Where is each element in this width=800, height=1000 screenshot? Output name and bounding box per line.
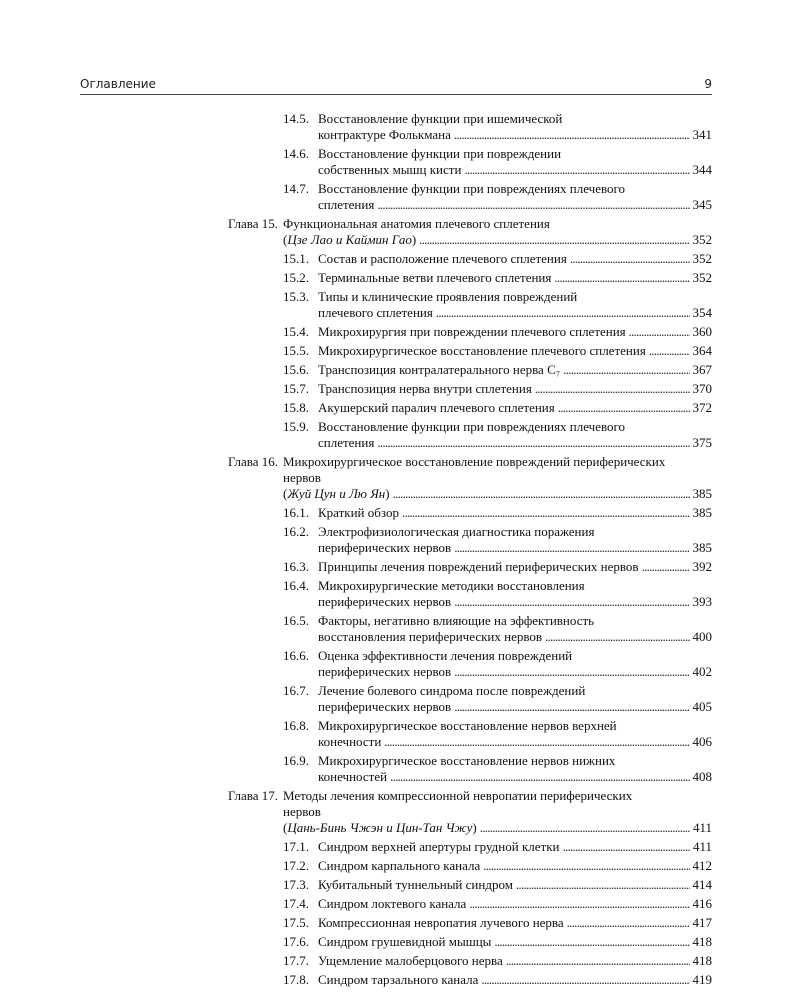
entry-body — [318, 953, 712, 969]
header-rule — [80, 94, 712, 95]
entry-body — [318, 972, 712, 988]
toc-entry[interactable] — [0, 400, 800, 416]
entry-leader-line — [318, 839, 712, 855]
entry-body — [318, 289, 712, 321]
authors-names: Цань-Бинь Чжэн и Цин-Тан Чжу — [287, 820, 473, 835]
page-ref[interactable]: 341 — [692, 127, 712, 142]
entry-body — [283, 454, 712, 502]
entry-title-line: Транспозиция контралатерального нерва C₇ — [318, 362, 561, 377]
entry-leader-line — [283, 820, 712, 836]
section-number: 16.8. — [283, 718, 309, 733]
dot-leader — [545, 629, 689, 645]
toc-entry[interactable] — [0, 181, 800, 213]
toc-entry[interactable] — [0, 324, 800, 340]
entry-leader-line — [318, 381, 712, 397]
section-number: 15.3. — [283, 289, 309, 304]
entry-title-line: Факторы, негативно влияющие на эффективность — [318, 613, 595, 628]
dot-leader — [554, 270, 689, 286]
entry-title-line: Синдром карпального канала — [318, 858, 481, 873]
dot-leader — [649, 343, 690, 359]
chapter-authors: (Жуй Цун и Лю Ян) — [283, 486, 390, 501]
entry-leader-line — [283, 486, 712, 502]
page-ref[interactable]: 375 — [692, 435, 712, 450]
toc-entry[interactable] — [0, 648, 800, 680]
page-ref[interactable]: 370 — [692, 381, 712, 396]
page-ref[interactable]: 345 — [692, 197, 712, 212]
toc-entry[interactable] — [0, 613, 800, 645]
entry-title-line: Восстановление функции при ишемической — [318, 111, 563, 126]
entry-title-line: Состав и расположение плечевого сплетения — [318, 251, 567, 266]
entry-title-line: Оценка эффективности лечения повреждений — [318, 648, 573, 663]
dot-leader — [563, 839, 690, 855]
toc-entry[interactable] — [0, 858, 800, 874]
section-number: 16.2. — [283, 524, 309, 539]
entry-title-line: нервов — [283, 804, 321, 819]
toc-entry[interactable] — [0, 915, 800, 931]
authors-names: Жуй Цун и Лю Ян — [287, 486, 386, 501]
entry-body — [318, 524, 712, 556]
entry-title-line: периферических нервов — [318, 664, 452, 679]
entry-body — [318, 324, 712, 340]
entry-title-line: Синдром локтевого канала — [318, 896, 467, 911]
dot-leader — [629, 324, 690, 340]
entry-leader-line — [318, 896, 712, 912]
section-number: 16.1. — [283, 505, 309, 520]
entry-title-line: периферических нервов — [318, 594, 452, 609]
toc-entry[interactable] — [0, 251, 800, 267]
entry-title-line: Ущемление малоберцового нерва — [318, 953, 503, 968]
entry-body — [318, 718, 712, 750]
entry-body — [318, 753, 712, 785]
entry-title-line: Лечение болевого синдрома после повреждений — [318, 683, 586, 698]
entry-title-line: Восстановление функции при повреждениях плечевого — [318, 181, 626, 196]
chapter-label: Глава 17. — [228, 788, 279, 803]
entry-leader-line — [318, 540, 712, 556]
dot-leader — [464, 162, 689, 178]
toc-entry[interactable] — [0, 289, 800, 321]
entry-title-line: сплетения — [318, 197, 375, 212]
dot-leader — [436, 305, 690, 321]
entry-title-line: конечности — [318, 734, 382, 749]
entry-leader-line — [318, 953, 712, 969]
entry-leader-line — [318, 629, 712, 645]
entry-leader-line — [318, 594, 712, 610]
section-number: 15.9. — [283, 419, 309, 434]
chapter-authors: (Цзе Лао и Каймин Гао) — [283, 232, 417, 247]
page-ref[interactable]: 393 — [692, 594, 712, 609]
entry-body — [318, 683, 712, 715]
section-number: 15.1. — [283, 251, 309, 266]
entry-title-line: Кубитальный туннельный синдром — [318, 877, 513, 892]
page-ref[interactable]: 414 — [692, 877, 712, 892]
page-ref[interactable]: 364 — [692, 343, 712, 358]
entry-leader-line — [318, 343, 712, 359]
entry-leader-line — [318, 972, 712, 988]
section-number: 16.3. — [283, 559, 309, 574]
entry-title-line: Микрохирургические методики восстановления — [318, 578, 585, 593]
page-ref[interactable]: 400 — [692, 629, 712, 644]
dot-leader — [454, 699, 689, 715]
dot-leader — [558, 400, 690, 416]
page-ref[interactable]: 419 — [692, 972, 712, 987]
section-number: 17.2. — [283, 858, 309, 873]
toc-entry[interactable] — [0, 270, 800, 286]
page-ref[interactable]: 352 — [692, 270, 712, 285]
entry-title-line: Восстановление функции при повреждениях плечевого — [318, 419, 626, 434]
entry-body — [318, 362, 712, 378]
page-ref[interactable]: 352 — [692, 251, 712, 266]
entry-title-line: Синдром верхней апертуры грудной клетки — [318, 839, 560, 854]
toc-chapter[interactable] — [0, 454, 800, 502]
dot-leader — [454, 664, 689, 680]
section-number: 16.9. — [283, 753, 309, 768]
toc-entry[interactable] — [0, 578, 800, 610]
entry-leader-line — [318, 664, 712, 680]
page-ref[interactable]: 416 — [692, 896, 712, 911]
entry-body — [318, 505, 712, 521]
dot-leader — [563, 362, 689, 378]
toc-entry[interactable] — [0, 953, 800, 969]
entry-title-line: Восстановление функции при повреждении — [318, 146, 562, 161]
page-ref[interactable]: 354 — [692, 305, 712, 320]
entry-title-line: Акушерский паралич плечевого сплетения — [318, 400, 555, 415]
page-ref[interactable]: 385 — [692, 540, 712, 555]
dot-leader — [567, 915, 690, 931]
entry-title-line: Функциональная анатомия плечевого сплетения — [283, 216, 550, 231]
entry-body — [318, 343, 712, 359]
entry-title-line: плечевого сплетения — [318, 305, 433, 320]
page-ref[interactable]: 402 — [692, 664, 712, 679]
entry-body — [283, 216, 712, 248]
entry-title-line: Типы и клинические проявления повреждений — [318, 289, 578, 304]
entry-body — [318, 934, 712, 950]
section-number: 17.3. — [283, 877, 309, 892]
page-ref[interactable]: 406 — [692, 734, 712, 749]
dot-leader — [390, 769, 689, 785]
entry-body — [318, 613, 712, 645]
section-number: 17.8. — [283, 972, 309, 987]
entry-body — [318, 858, 712, 874]
entry-body — [318, 419, 712, 451]
dot-leader — [483, 858, 689, 874]
entry-title-line: Терминальные ветви плечевого сплетения — [318, 270, 552, 285]
section-number: 16.5. — [283, 613, 309, 628]
entry-title-line: Микрохирургическое восстановление плечевого сплетения — [318, 343, 646, 358]
entry-title-line: Синдром тарзального канала — [318, 972, 479, 987]
entry-body — [318, 896, 712, 912]
entry-body — [318, 381, 712, 397]
running-header-title: Оглавление — [80, 77, 156, 91]
entry-title-line: Принципы лечения повреждений периферических нервов — [318, 559, 639, 574]
section-number: 15.8. — [283, 400, 309, 415]
toc-entry[interactable] — [0, 877, 800, 893]
dot-leader — [454, 127, 690, 143]
entry-leader-line — [283, 232, 712, 248]
page-ref[interactable]: 418 — [692, 953, 712, 968]
dot-leader — [377, 435, 689, 451]
entry-body — [318, 578, 712, 610]
dot-leader — [454, 540, 689, 556]
section-number: 17.6. — [283, 934, 309, 949]
section-number: 17.1. — [283, 839, 309, 854]
toc-entry[interactable] — [0, 896, 800, 912]
entry-leader-line — [318, 559, 712, 575]
entry-title-line: собственных мышц кисти — [318, 162, 462, 177]
dot-leader — [535, 381, 690, 397]
section-number: 16.7. — [283, 683, 309, 698]
dot-leader — [419, 232, 689, 248]
entry-body — [318, 559, 712, 575]
entry-title-line: Микрохирургия при повреждении плечевого сплетения — [318, 324, 626, 339]
chapter-label: Глава 15. — [228, 216, 279, 231]
page-ref[interactable]: 411 — [692, 839, 712, 854]
dot-leader — [481, 972, 689, 988]
page-ref[interactable]: 418 — [692, 934, 712, 949]
toc-entry[interactable] — [0, 343, 800, 359]
entry-leader-line — [318, 858, 712, 874]
dot-leader — [402, 505, 690, 521]
entry-body — [318, 839, 712, 855]
toc-entry[interactable] — [0, 753, 800, 785]
toc-entry[interactable] — [0, 934, 800, 950]
toc-entry[interactable] — [0, 524, 800, 556]
page-number: 9 — [704, 77, 712, 91]
entry-title-line: Краткий обзор — [318, 505, 399, 520]
dot-leader — [454, 594, 689, 610]
entry-leader-line — [318, 362, 712, 378]
dot-leader — [480, 820, 690, 836]
dot-leader — [384, 734, 689, 750]
entry-leader-line — [318, 734, 712, 750]
entry-title-line: Электрофизиологическая диагностика поражения — [318, 524, 595, 539]
chapter-authors: (Цань-Бинь Чжэн и Цин-Тан Чжу) — [283, 820, 477, 835]
page-ref[interactable]: 385 — [692, 505, 712, 520]
entry-title-line: Микрохирургическое восстановление повреждений периферических — [283, 454, 666, 469]
page-ref[interactable]: 412 — [692, 858, 712, 873]
section-number: 14.7. — [283, 181, 309, 196]
dot-leader — [516, 877, 690, 893]
entry-title-line: конечностей — [318, 769, 388, 784]
section-number: 17.5. — [283, 915, 309, 930]
dot-leader — [393, 486, 690, 502]
dot-leader — [469, 896, 689, 912]
page-ref[interactable]: 411 — [692, 820, 712, 835]
page-ref[interactable]: 408 — [692, 769, 712, 784]
page-ref[interactable]: 417 — [692, 915, 712, 930]
entry-leader-line — [318, 305, 712, 321]
toc-entry[interactable] — [0, 559, 800, 575]
toc-entry[interactable] — [0, 146, 800, 178]
entry-leader-line — [318, 127, 712, 143]
entry-body — [283, 788, 712, 836]
toc-entry[interactable] — [0, 972, 800, 988]
entry-body — [318, 146, 712, 178]
section-number: 14.5. — [283, 111, 309, 126]
toc-entry[interactable] — [0, 362, 800, 378]
section-number: 15.4. — [283, 324, 309, 339]
page-ref[interactable]: 405 — [692, 699, 712, 714]
entry-title-line: контрактуре Фолькмана — [318, 127, 451, 142]
entry-title-line: Компрессионная невропатия лучевого нерва — [318, 915, 564, 930]
entry-body — [318, 251, 712, 267]
entry-title-line: периферических нервов — [318, 699, 452, 714]
entry-leader-line — [318, 877, 712, 893]
entry-leader-line — [318, 270, 712, 286]
section-number: 14.6. — [283, 146, 309, 161]
section-number: 15.7. — [283, 381, 309, 396]
section-number: 16.4. — [283, 578, 309, 593]
toc-chapter[interactable] — [0, 788, 800, 836]
page-ref[interactable]: 367 — [692, 362, 712, 377]
toc-entry[interactable] — [0, 419, 800, 451]
dot-leader — [570, 251, 690, 267]
entry-body — [318, 400, 712, 416]
dot-leader — [494, 934, 689, 950]
page-ref[interactable]: 352 — [692, 232, 712, 247]
page-ref[interactable]: 344 — [692, 162, 712, 177]
dot-leader — [506, 953, 690, 969]
entry-title-line: Транспозиция нерва внутри сплетения — [318, 381, 532, 396]
entry-body — [318, 915, 712, 931]
entry-leader-line — [318, 934, 712, 950]
authors-names: Цзе Лао и Каймин Гао — [287, 232, 412, 247]
entry-leader-line — [318, 699, 712, 715]
chapter-label: Глава 16. — [228, 454, 279, 469]
entry-leader-line — [318, 162, 712, 178]
page-ref[interactable]: 392 — [692, 559, 712, 574]
page-ref[interactable]: 372 — [692, 400, 712, 415]
entry-body — [318, 181, 712, 213]
toc-entry[interactable] — [0, 683, 800, 715]
entry-body — [318, 270, 712, 286]
toc-entry[interactable] — [0, 505, 800, 521]
dot-leader — [377, 197, 689, 213]
entry-body — [318, 877, 712, 893]
table-of-contents — [0, 108, 800, 988]
toc-entry[interactable] — [0, 718, 800, 750]
entry-title-line: восстановления периферических нервов — [318, 629, 543, 644]
entry-title-line: сплетения — [318, 435, 375, 450]
entry-leader-line — [318, 769, 712, 785]
section-number: 17.7. — [283, 953, 309, 968]
entry-title-line: Методы лечения компрессионной невропатии периферических — [283, 788, 633, 803]
entry-leader-line — [318, 435, 712, 451]
entry-leader-line — [318, 324, 712, 340]
section-number: 16.6. — [283, 648, 309, 663]
entry-body — [318, 648, 712, 680]
entry-leader-line — [318, 197, 712, 213]
toc-entry[interactable] — [0, 839, 800, 855]
dot-leader — [642, 559, 690, 575]
entry-title-line: Микрохирургическое восстановление нервов нижних — [318, 753, 616, 768]
entry-leader-line — [318, 915, 712, 931]
page-ref[interactable]: 360 — [692, 324, 712, 339]
entry-title-line: Синдром грушевидной мышцы — [318, 934, 492, 949]
entry-leader-line — [318, 400, 712, 416]
entry-leader-line — [318, 505, 712, 521]
section-number: 15.2. — [283, 270, 309, 285]
section-number: 15.6. — [283, 362, 309, 377]
entry-title-line: периферических нервов — [318, 540, 452, 555]
running-header — [80, 77, 712, 93]
page-ref[interactable]: 385 — [692, 486, 712, 501]
entry-leader-line — [318, 251, 712, 267]
toc-entry[interactable] — [0, 111, 800, 143]
entry-title-line: Микрохирургическое восстановление нервов верхней — [318, 718, 617, 733]
entry-body — [318, 111, 712, 143]
section-number: 17.4. — [283, 896, 309, 911]
toc-entry[interactable] — [0, 381, 800, 397]
entry-title-line: нервов — [283, 470, 321, 485]
section-number: 15.5. — [283, 343, 309, 358]
toc-chapter[interactable] — [0, 216, 800, 248]
